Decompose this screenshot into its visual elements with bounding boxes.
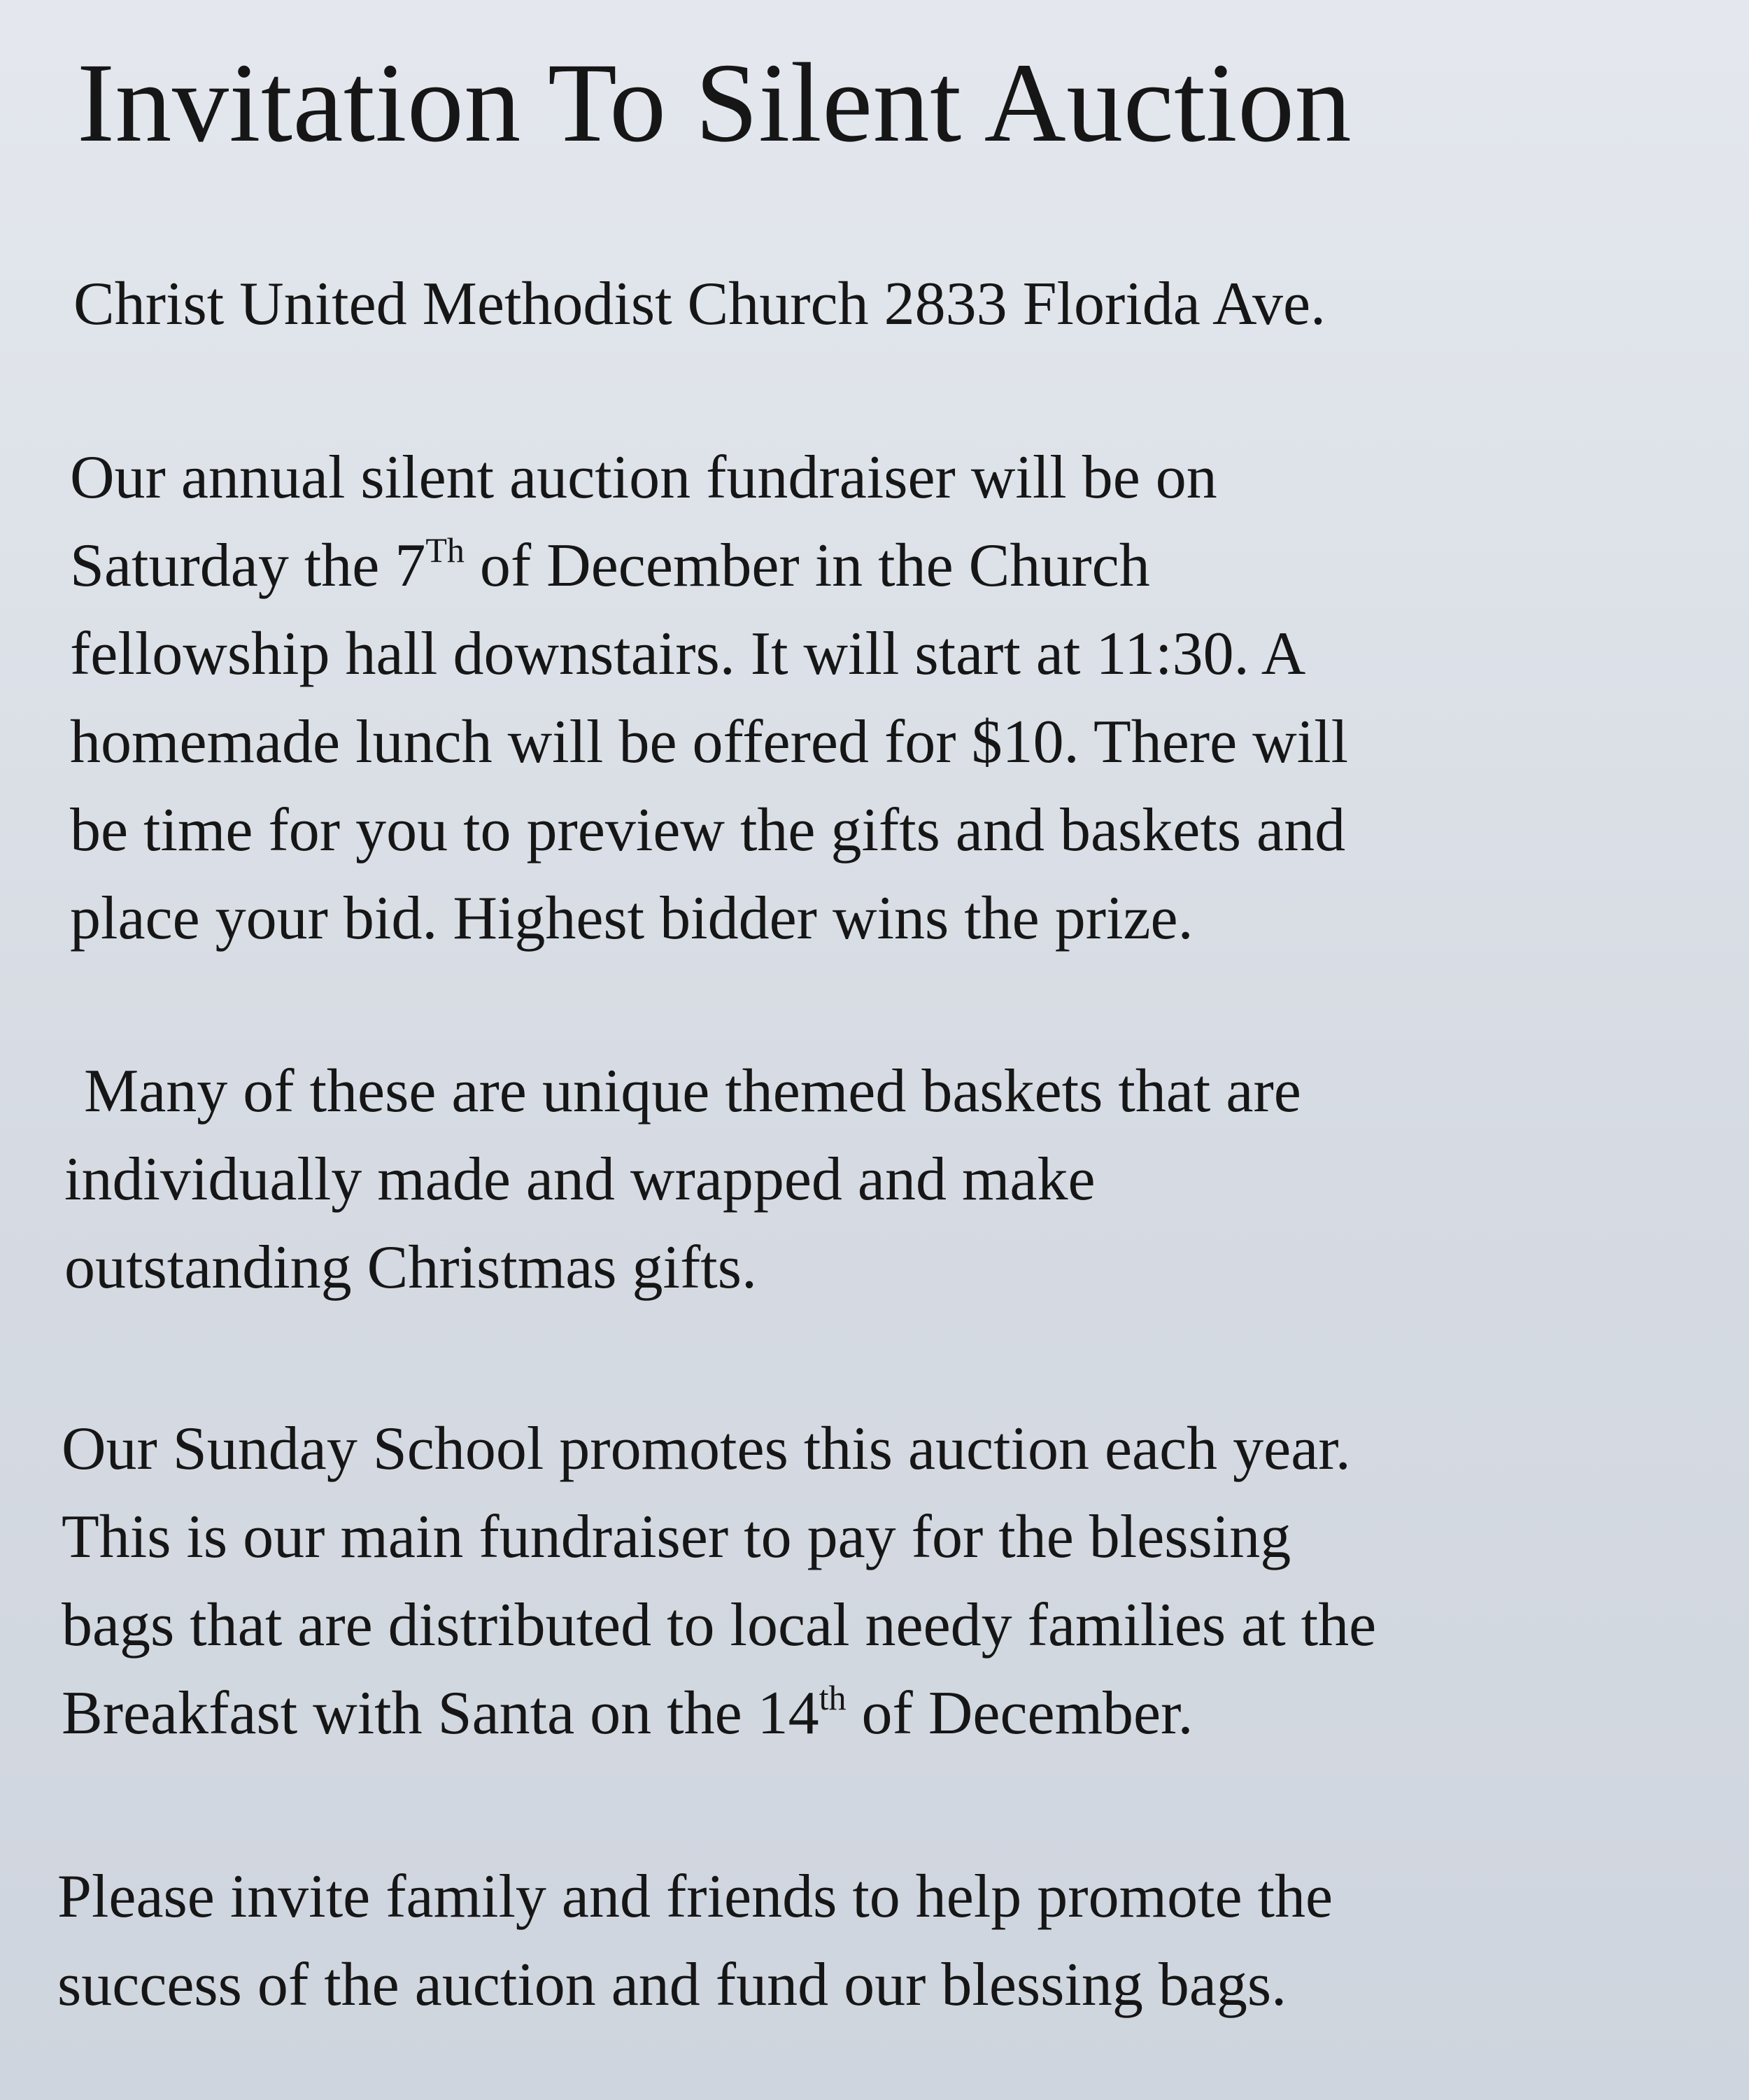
paragraph4-line1: Please invite family and friends to help promote the [57,1863,1333,1931]
paragraph-closing [57,1853,1333,2029]
paragraph3-line2: This is our main fundraiser to pay for the blessing [62,1503,1291,1571]
paragraph-baskets [64,1048,1301,1312]
paragraph1-line3: fellowship hall downstairs. It will start at 11:30. A [70,620,1306,688]
paragraph1-line4: homemade lunch will be offered for $10. There will [70,708,1349,776]
page-title: Invitation To Silent Auction [77,41,1352,166]
ordinal-suffix: Th [425,530,465,570]
paragraph1-line5: be time for you to preview the gifts and baskets and [70,796,1346,864]
paragraph1-line1: Our annual silent auction fundraiser will be on [70,444,1217,512]
paragraph4-line2: success of the auction and fund our blessing bags. [57,1951,1287,2019]
paragraph-event-details [70,434,1348,963]
address-line: Christ United Methodist Church 2833 Florida Ave. [73,270,1326,338]
paragraph3-line3: bags that are distributed to local needy families at the [62,1591,1377,1659]
paragraph1-line6: place your bid. Highest bidder wins the prize. [70,885,1194,952]
paragraph3-line4 [62,1670,1376,1758]
paragraph3-line4-rest: of December. [846,1679,1194,1747]
paragraph3-line4-text: Breakfast with Santa on the 14 [62,1679,819,1747]
paragraph3-line1: Our Sunday School promotes this auction each year. [62,1415,1351,1483]
ordinal-suffix: th [819,1678,847,1717]
paragraph1-line2 [70,522,1348,610]
paragraph1-line2-rest: of December in the Church [464,532,1150,600]
paragraph2-line3: outstanding Christmas gifts. [64,1234,757,1302]
paragraph2-line2: individually made and wrapped and make [64,1146,1096,1213]
paragraph2-line1: Many of these are unique themed baskets that are [84,1057,1301,1125]
paragraph-sunday-school [62,1405,1376,1758]
paragraph1-line2-text: Saturday the 7 [70,532,426,600]
